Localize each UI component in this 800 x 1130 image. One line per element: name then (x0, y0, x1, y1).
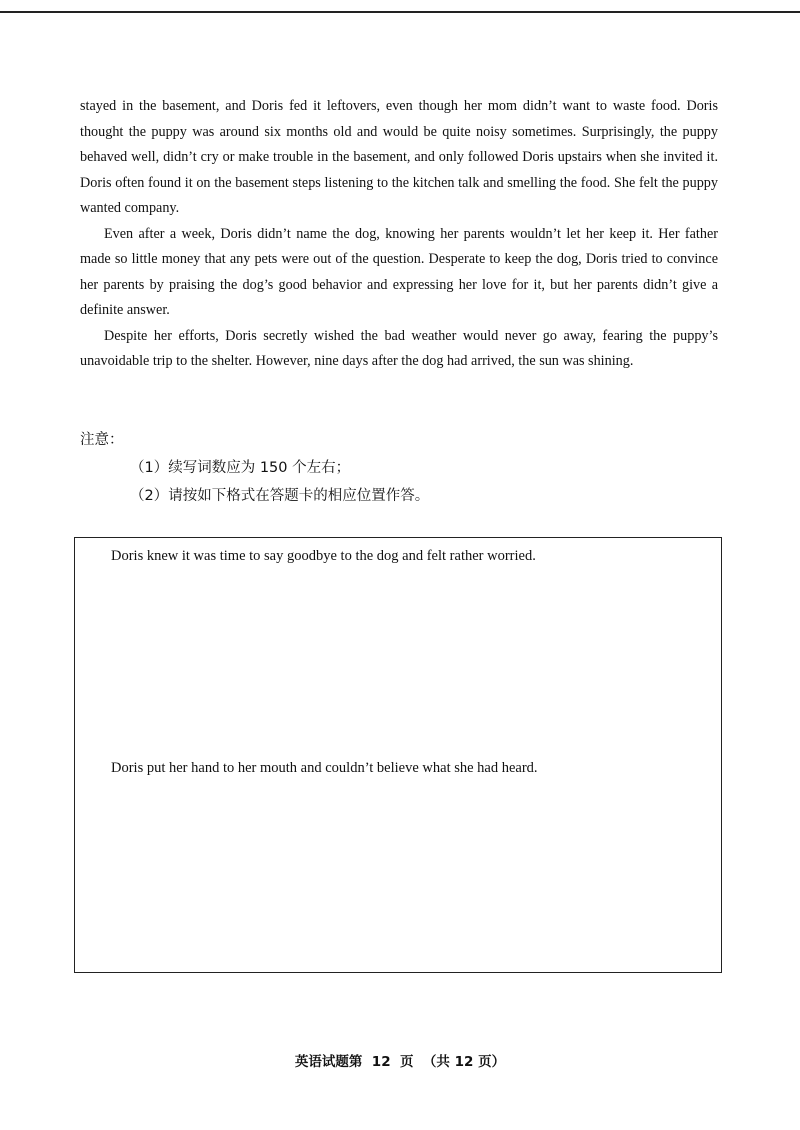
passage-paragraph-1: stayed in the basement, and Doris fed it leftovers, even though her mom didn’t want to waste food. Doris thought the puppy was around six months old and would be quite noisy sometimes. Surprisingly, the puppy behaved well, didn’t cry or make trouble in the basement, and only followed Doris upstairs when she invited it. Doris often found it on the basement steps listening to the kitchen talk and smelling the food. She felt the puppy wanted company. (80, 98, 718, 216)
story-passage (80, 94, 718, 375)
note-item-answer-format: （2）请按如下格式在答题卡的相应位置作答。 (130, 488, 430, 504)
top-border-line (0, 11, 800, 13)
passage-paragraph-3: Despite her efforts, Doris secretly wished the bad weather would never go away, fearing the puppy’s unavoidable trip to the shelter. However, nine days after the dog had arrived, the sun was shining. (80, 327, 718, 369)
notes-list (130, 454, 429, 510)
page-footer: 英语试题第 12 页 （共 12 页） (294, 1054, 506, 1070)
continuation-prompt-1: Doris knew it was time to say goodbye to the dog and felt rather worried. (111, 548, 536, 564)
note-item-word-count: （1）续写词数应为 150 个左右； (130, 460, 351, 476)
notes-title: 注意： (80, 432, 124, 448)
passage-paragraph-2: Even after a week, Doris didn’t name the dog, knowing her parents wouldn’t let her keep it. Her father made so little money that any pets were out of the question. Desperate to keep the dog, Doris tried to convince her parents by praising the dog’s good behavior and expressing her love for it, but her parents didn’t give a definite answer. (80, 225, 718, 318)
answer-box (74, 537, 722, 973)
continuation-prompt-2: Doris put her hand to her mouth and couldn’t believe what she had heard. (111, 760, 538, 776)
